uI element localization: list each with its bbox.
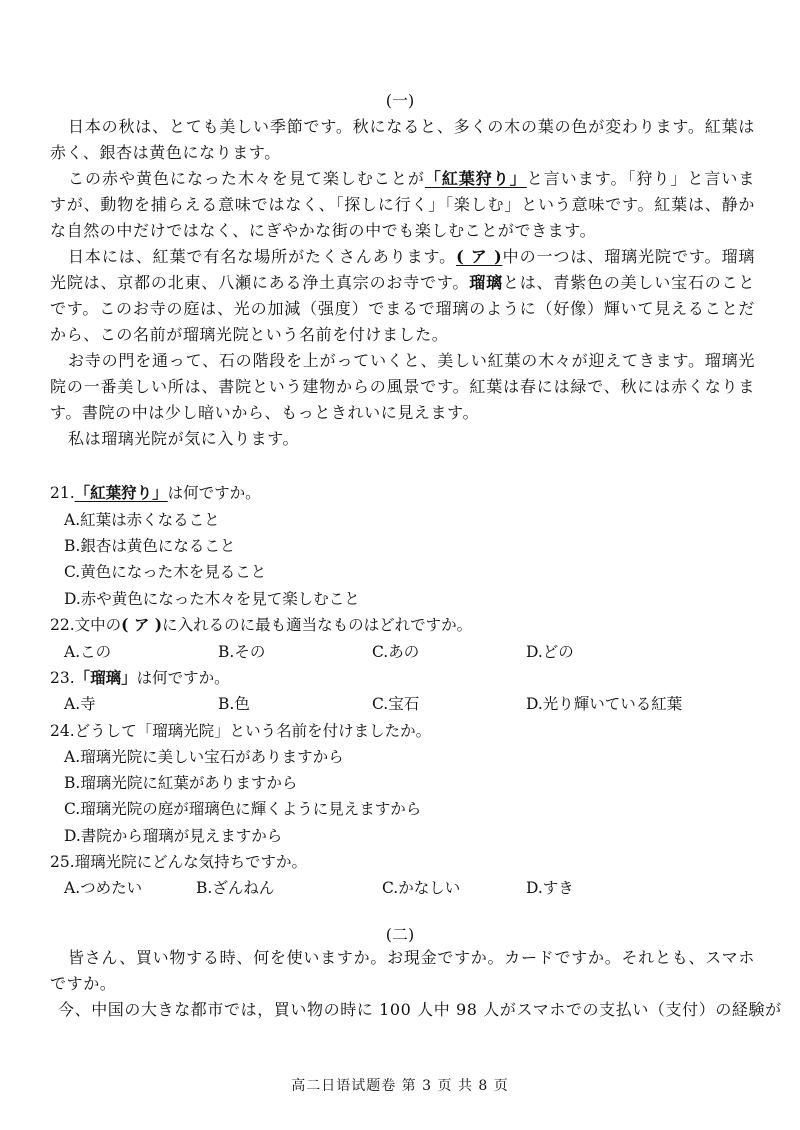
question-25: 25.瑠璃光院にどんな気持ちですか。 <box>50 853 307 871</box>
reading-paragraph-1: 日本の秋は、とても美しい季節です。秋になると、多くの木の葉の色が変わります。紅葉は赤く、銀杏は黄色になります。 <box>50 117 755 162</box>
section-title-1: (一) <box>385 91 415 110</box>
question-24-option-b[interactable]: B.瑠璃光院に紅葉がありますから <box>64 774 298 792</box>
section-title-2: (二) <box>385 925 415 944</box>
page-footer: 高二日语试题卷 第 3 页 共 8 页 <box>291 1078 509 1094</box>
reading-paragraph-2 <box>50 166 755 244</box>
question-22-text-b: に入れるのに最も適当なものはどれですか。 <box>162 616 473 634</box>
question-22-option-d[interactable]: D.どの <box>526 643 574 661</box>
question-24-option-c[interactable]: C.瑠璃光院の庭が瑠璃色に輝くように見えますから <box>64 800 422 818</box>
question-25-option-b[interactable]: B.ざんねん <box>196 879 275 897</box>
question-23-option-a[interactable]: A.寺 <box>64 695 96 713</box>
reading-paragraph-3 <box>50 244 755 348</box>
question-22 <box>50 614 472 636</box>
question-25-option-d[interactable]: D.すき <box>526 879 574 897</box>
question-22-text-a: 22.文中の <box>50 616 122 634</box>
question-22-blank: ( ア ) <box>121 615 163 634</box>
question-21-option-a[interactable]: A.紅葉は赤くなること <box>64 511 220 529</box>
paragraph-2-text-b: と言います。「狩り」と言いますが、動物を捕らえる意味ではなく、「探しに行く」「楽しむ」という意味です。紅葉は、静かな自然の中だけではなく、にぎやかな街の中でも楽しむことができます。 <box>50 169 755 240</box>
paragraph-2-text-a: この赤や黄色になった木々を見て楽しむことが <box>68 169 425 188</box>
term-momijigari: 「紅葉狩り」 <box>424 169 527 188</box>
question-24-option-d[interactable]: D.書院から瑠璃が見えますから <box>64 827 283 845</box>
question-22-option-b[interactable]: B.その <box>218 643 266 661</box>
question-25-option-c[interactable]: C.かなしい <box>382 879 461 897</box>
question-23-option-d[interactable]: D.光り輝いている紅葉 <box>526 695 683 713</box>
reading-paragraph-5: 私は瑠璃光院が気に入ります。 <box>68 429 300 448</box>
question-25-option-a[interactable]: A.つめたい <box>64 879 143 897</box>
term-ruri: 瑠璃 <box>469 273 503 292</box>
question-21-option-d[interactable]: D.赤や黄色になった木々を見て楽しむこと <box>64 590 360 608</box>
question-21 <box>50 482 261 504</box>
question-21-option-b[interactable]: B.銀杏は黄色になること <box>64 537 236 555</box>
reading-paragraph-6: 皆さん、買い物する時、何を使いますか。お現金ですか。カードですか。それとも、スマホですか。 <box>50 948 755 993</box>
reading-paragraph-4: お寺の門を通って、石の階段を上がっていくと、美しい紅葉の木々が迎えてきます。瑠璃光院の一番美しい所は、書院という建物からの風景です。紅葉は春には緑で、秋には赤くなります。書院の中は少し暗いから、もっときれいに見えます。 <box>50 351 755 422</box>
paragraph-3-text-c: とは、青紫色の美しい宝石のことです。このお寺の庭は、光の加減（强度）でまるで瑠璃のように（好像）輝いて見えることだから、この名前が瑠璃光院という名前を付けました。 <box>50 273 755 344</box>
question-21-term: 「紅葉狩り」 <box>74 483 168 502</box>
question-21-option-c[interactable]: C.黄色になった木を見ること <box>64 563 267 581</box>
question-24: 24.どうして「瑠璃光院」という名前を付けましたか。 <box>50 722 432 740</box>
question-21-text: は何ですか。 <box>167 484 261 502</box>
question-23 <box>50 667 230 689</box>
question-22-option-a[interactable]: A.この <box>64 643 112 661</box>
reading-paragraph-7: 今、中国の大きな都市では，買い物の時に 100 人中 98 人がスマホでの支払い（支付）の経験が <box>58 1000 782 1019</box>
question-23-option-c[interactable]: C.宝石 <box>372 695 420 713</box>
paragraph-3-text-b: 中の一つは、瑠璃光院です。瑠璃光院は、京都の北東、八瀬にある浄土真宗のお寺です。 <box>50 247 755 292</box>
question-23-term: 「瑠璃」 <box>74 668 137 687</box>
question-23-option-b[interactable]: B.色 <box>218 695 250 713</box>
question-23-number: 23. <box>50 669 75 687</box>
paragraph-3-text-a: 日本には、紅葉で有名な場所がたくさんあります。 <box>68 247 457 266</box>
question-21-number: 21. <box>50 484 75 502</box>
question-22-option-c[interactable]: C.あの <box>372 643 420 661</box>
question-24-option-a[interactable]: A.瑠璃光院に美しい宝石がありますから <box>64 748 344 766</box>
blank-a: ( ア ) <box>456 247 503 266</box>
question-23-text: は何ですか。 <box>136 669 230 687</box>
